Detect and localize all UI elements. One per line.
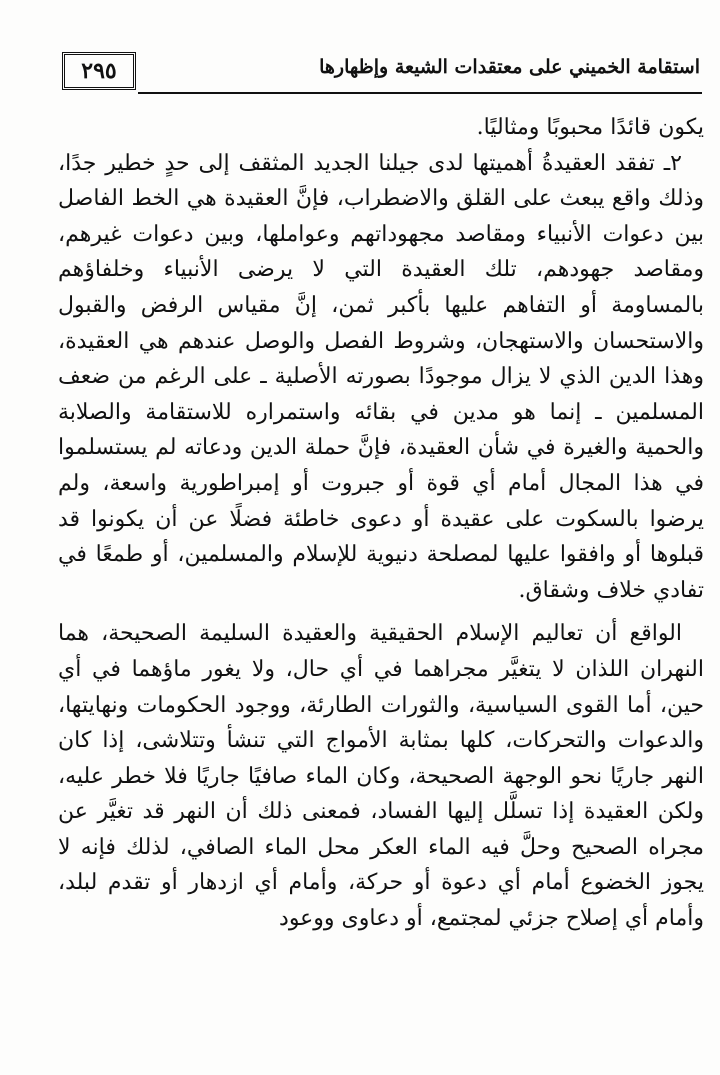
paragraph-continuation: يكون قائدًا محبوبًا ومثاليًا. [476,115,704,140]
body-text [58,110,704,937]
page-number: ٢٩٥ [62,52,136,90]
running-title: استقامة الخميني على معتقدات الشيعة وإظهارها [319,56,700,78]
page-header [62,52,702,96]
header-divider [138,92,702,94]
paragraph-point-2: ٢ـ تفقد العقيدةُ أهميتها لدى جيلنا الجديد المثقف إلى حدٍ خطير جدًا، وذلك واقع يبعث على القلق والاضطراب، فإنَّ العقيدة هي الخط الفاصل بين دعوات الأنبياء ومقاصد مجهوداتهم وعواملها، وبين دعوات غيرهم، ومقاصد جهودهم، تلك العقيدة التي لا يرضى الأنبياء وخلفاؤهم بالمساومة أو التفاهم عليها بأكبر ثمن، إنَّ مقياس الرفض والقبول والاستحسان والاستهجان، وشروط الفصل والوصل عندهم هي العقيدة، وهذا الدين الذي لا يزال موجودًا بصورته الأصلية ـ على الرغم من ضعف المسلمين ـ إنما هو مدين في بقائه واستمراره للاستقامة والصلابة والحمية والغيرة في شأن العقيدة، فإنَّ حملة الدين ودعاته لم يستسلموا في هذا المجال أمام أي قوة أو جبروت أو إمبراطورية واسعة، ولم يرضوا بالسكوت على عقيدة أو دعوى خاطئة فضلًا عن أن يكونوا قد قبلوها أو وافقوا عليها لمصلحة دنيوية للإسلام والمسلمين، أو طمعًا في تفادي خلاف وشقاق. [58,150,704,603]
paragraph-reality: الواقع أن تعاليم الإسلام الحقيقية والعقيدة السليمة الصحيحة، هما النهران اللذان لا يتغيَّر مجراهما في أي حال، ولا يغور ماؤهما في أي حين، أما القوى السياسية، والثورات الطارئة، ووجود الحكومات ونهايتها، والدعوات والتحركات، كلها بمثابة الأمواج التي تنشأ وتتلاشى، إذا كان النهر جاريًا نحو الوجهة الصحيحة، وكان الماء صافيًا جاريًا فلا خطر عليه، ولكن العقيدة إذا تسلَّل إليها الفساد، فمعنى ذلك أن النهر قد تغيَّر عن مجراه الصحيح وحلَّ فيه الماء العكر محل الماء الصافي، لذلك فإنه لا يجوز الخضوع أمام أي دعوة أو حركة، وأمام أي ازدهار أو تقدم لبلد، وأمام أي إصلاح جزئي لمجتمع، أو دعاوى ووعود [58,621,704,932]
